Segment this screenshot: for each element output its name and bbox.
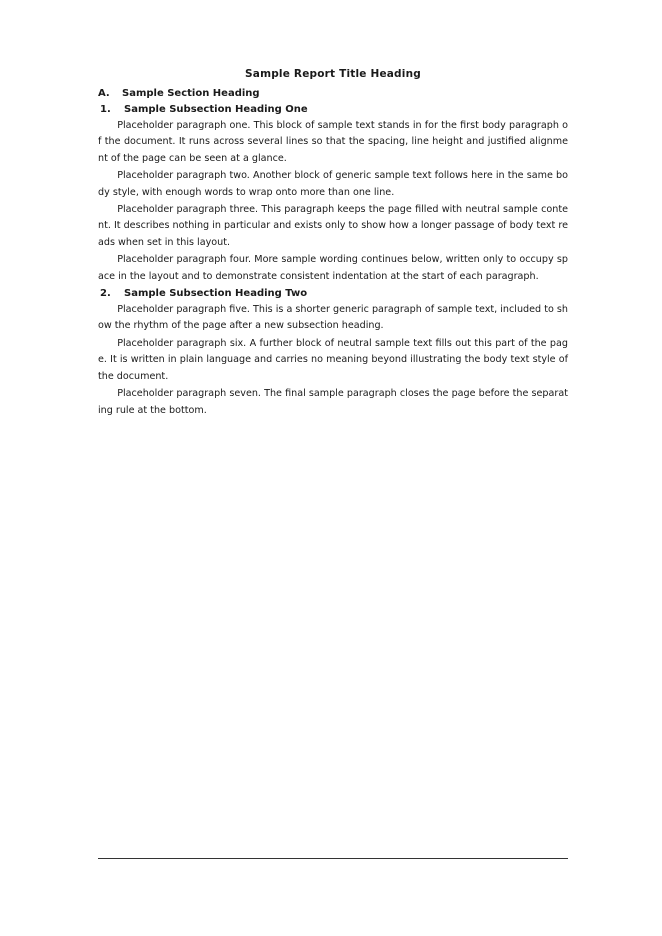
- subsection-number: 2.: [100, 288, 111, 300]
- paragraph: Placeholder paragraph one. This block of sample text stands in for the first body paragraph of the document. It runs across several lines so that the spacing, line height and justified alignment of the page can be seen at a glance.: [98, 120, 568, 164]
- footer-divider: [98, 858, 568, 859]
- subsection-number: 1.: [100, 104, 111, 115]
- section-label: Sample Section Heading: [122, 88, 260, 99]
- section-heading-1: [98, 86, 568, 102]
- paragraph: Placeholder paragraph five. This is a shorter generic paragraph of sample text, included to show the rhythm of the page after a new subsection heading.: [98, 304, 568, 332]
- subsection-heading-1: [100, 102, 568, 118]
- subsection-label: Sample Subsection Heading One: [124, 104, 308, 115]
- document-body: [98, 66, 568, 420]
- document-title: Sample Report Title Heading: [245, 68, 421, 80]
- subsection-heading-2: [100, 286, 568, 302]
- paragraph: Placeholder paragraph four. More sample wording continues below, written only to occupy space in the layout and to demonstrate consistent indentation at the start of each paragraph.: [98, 254, 568, 282]
- paragraph: Placeholder paragraph six. A further block of neutral sample text fills out this part of the page. It is written in plain language and carries no meaning beyond illustrating the body text style of the document.: [98, 337, 568, 382]
- paragraph: Placeholder paragraph two. Another block of generic sample text follows here in the same body style, with enough words to wrap onto more than one line.: [98, 170, 568, 198]
- section-number: A.: [98, 88, 110, 99]
- paragraph: Placeholder paragraph seven. The final sample paragraph closes the page before the separating rule at the bottom.: [98, 388, 568, 416]
- paragraph: Placeholder paragraph three. This paragraph keeps the page filled with neutral sample content. It describes nothing in particular and exists only to show how a longer passage of body text reads when set in this layout.: [98, 204, 569, 248]
- subsection-label: Sample Subsection Heading Two: [124, 288, 308, 300]
